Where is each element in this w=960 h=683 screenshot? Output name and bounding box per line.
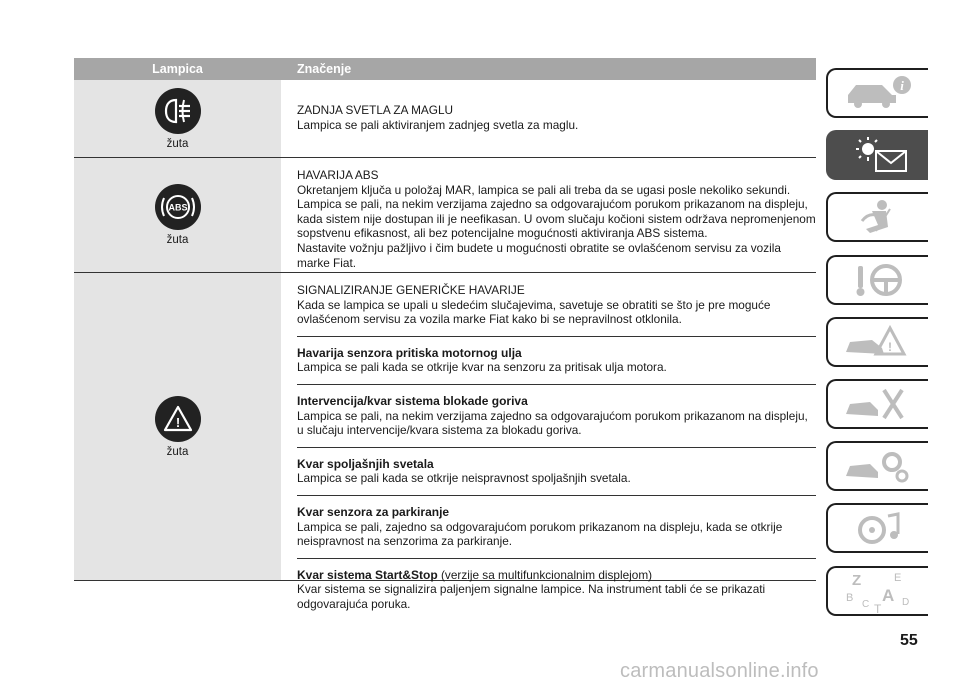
subsection-title: Kvar senzora za parkiranje <box>297 504 450 519</box>
subsection <box>297 447 816 486</box>
table-row-abs <box>74 158 816 273</box>
row-paragraph: Okretanjem ključa u položaj MAR, lampica se pali ali treba da se ugasi posle nekoliko sekundi. <box>297 182 791 197</box>
watermark: carmanualsonline.info <box>620 660 819 682</box>
alphabetical-index-icon <box>842 569 914 613</box>
svg-text:!: ! <box>888 339 892 354</box>
subsection <box>297 384 816 438</box>
subsection-text: Lampica se pali, na nekim verzijama zajedno sa odgovarajućom porukom prikazanom na displeju, u slučaju intervencije/kvara sistema za blokadu goriva. <box>297 408 808 438</box>
svg-text:T: T <box>874 601 882 613</box>
page-number: 55 <box>900 632 918 649</box>
table-header <box>74 58 816 80</box>
tab-index[interactable] <box>826 566 928 616</box>
lamp-cell <box>74 158 281 272</box>
svg-text:B: B <box>846 591 854 604</box>
tab-emergency[interactable] <box>826 317 928 367</box>
subsection-text: Lampica se pali, zajedno sa odgovarajućom porukom prikazanom na displeju, kada se otkrije neispravnost na senzorima za parkiranje. <box>297 519 783 549</box>
row-title: HAVARIJA ABS <box>297 168 379 182</box>
maintenance-tools-icon <box>842 384 914 424</box>
subsection <box>297 558 816 612</box>
svg-text:Z: Z <box>852 571 862 589</box>
abs-icon-text: ABS <box>167 202 188 213</box>
tab-safety[interactable] <box>826 192 928 242</box>
warning-triangle-icon <box>155 396 201 442</box>
row-paragraph: Nastavite vožnju pažljivo i čim budete u mogućnosti obratite se ovlašćenom servisu za vozila marke Fiat. <box>297 240 781 270</box>
subsection-title: Kvar sistema Start&Stop <box>297 567 438 582</box>
svg-text:D: D <box>902 596 910 608</box>
subsection-title: Intervencija/kvar sistema blokade goriva <box>297 393 528 408</box>
subsection-text: Kvar sistema se signalizira paljenjem signalne lampice. Na instrument tabli će se prikazati odgovarajuća poruka. <box>297 582 766 611</box>
row-title: ZADNJA SVETLA ZA MAGLU <box>297 103 454 117</box>
row-intro: Kada se lampica se upali u sledećim slučajevima, savetuje se obratiti se što je pre moguće ovlašćenom servisu za vozila marke Fiat kako bi se nepravilnost otklonila. <box>297 297 771 327</box>
table-row-generic-failure <box>74 273 816 611</box>
technical-data-gears-icon <box>842 446 914 486</box>
breakdown-car-icon <box>842 322 914 362</box>
tab-multimedia[interactable] <box>826 503 928 553</box>
tab-warning-lights[interactable] <box>826 130 928 180</box>
subsection <box>297 495 816 549</box>
svg-text:i: i <box>900 78 904 93</box>
lamp-color-label: žuta <box>166 234 189 246</box>
lamp-cell <box>74 80 281 157</box>
tab-starting-driving[interactable] <box>826 255 928 305</box>
warning-lights-message-icon <box>842 135 914 175</box>
svg-text:C: C <box>862 598 870 610</box>
rear-fog-light-icon <box>155 88 201 134</box>
subsection <box>297 336 816 375</box>
subsection-text: Lampica se pali kada se otkrije neispravnost spoljašnjih svetala. <box>297 471 631 486</box>
lamp-cell <box>74 273 281 580</box>
tab-technical-data[interactable] <box>826 441 928 491</box>
subsection-text: Lampica se pali kada se otkrije kvar na senzoru za pritisak ulja motora. <box>297 360 667 375</box>
abs-icon <box>155 184 201 230</box>
row-title: SIGNALIZIRANJE GENERIČKE HAVARIJE <box>297 283 525 297</box>
key-steering-wheel-icon <box>842 260 914 300</box>
subsection-title: Havarija senzora pritiska motornog ulja <box>297 345 522 360</box>
multimedia-icon <box>842 508 914 548</box>
row-paragraph: Lampica se pali, na nekim verzijama zajedno sa odgovarajućom porukom prikazanom na displeju, kada sistem nije dostupan ili je neefikasan. U ovom slučaju kočioni sistem održava nepromenjenom sopstvenu efikasnost, ali bez potencijalne mogućnosti aktiviranja ABS sistema. <box>297 197 816 241</box>
table-row-rear-fog <box>74 80 816 158</box>
tab-car-info[interactable] <box>826 68 928 118</box>
car-info-icon <box>842 73 914 113</box>
subsection-title-note: (verzije sa multifunkcionalnim displejom) <box>441 567 653 582</box>
lamp-color-label: žuta <box>166 445 189 458</box>
row-text: Lampica se pali aktiviranjem zadnjeg svetla za maglu. <box>297 117 579 132</box>
tab-maintenance[interactable] <box>826 379 928 429</box>
warning-icon-text: ! <box>175 414 180 430</box>
lamp-color-label: žuta <box>166 137 189 150</box>
warning-lights-table <box>74 58 816 611</box>
header-znacenje: Značenje <box>297 62 352 76</box>
header-lampica: Lampica <box>152 62 203 76</box>
svg-text:E: E <box>894 571 902 584</box>
chapter-tabs <box>826 68 928 628</box>
seat-airbag-icon <box>842 197 914 237</box>
svg-text:A: A <box>882 585 895 605</box>
subsection-title: Kvar spoljašnjih svetala <box>297 456 434 471</box>
